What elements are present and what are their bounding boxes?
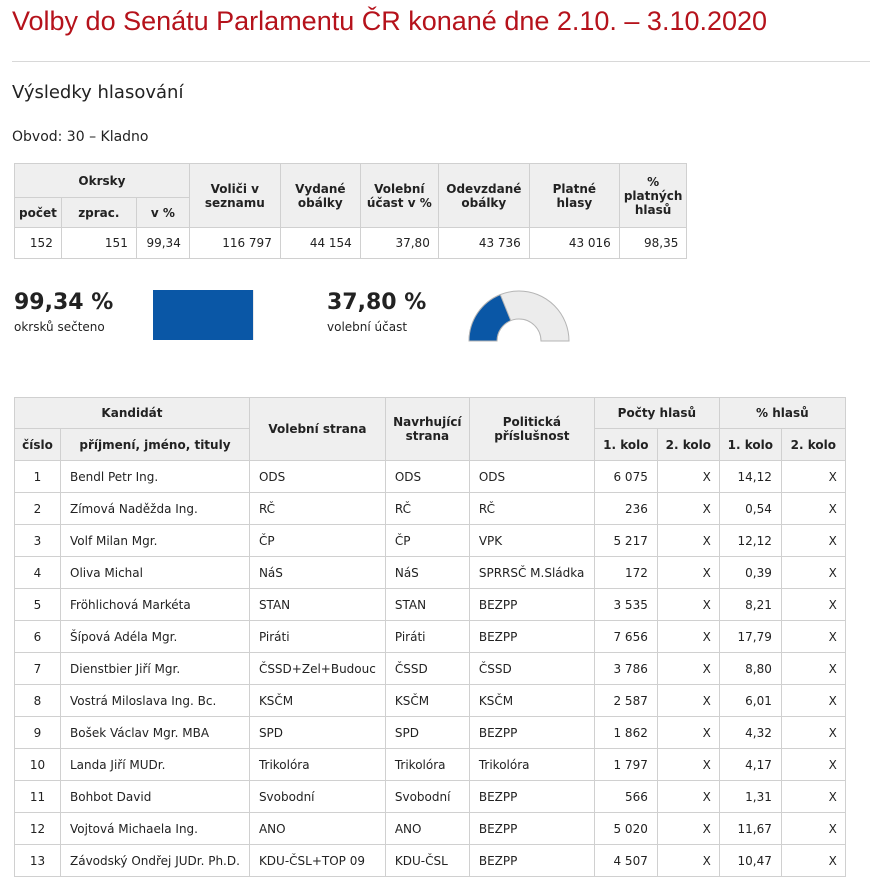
pct-round1: 11,67 — [719, 813, 781, 845]
candidate-name: Závodský Ondřej JUDr. Ph.D. — [61, 845, 250, 877]
counted-progress-bar — [153, 290, 254, 340]
candidate-affiliation: BEZPP — [469, 845, 594, 877]
table-row — [15, 813, 846, 845]
table-row — [15, 717, 846, 749]
header-valid-pct: % platných hlasů — [619, 164, 687, 228]
summary-percent: 99,34 — [136, 228, 189, 259]
candidate-name: Landa Jiří MUDr. — [61, 749, 250, 781]
candidate-party: SPD — [249, 717, 385, 749]
summary-turnout: 37,80 — [360, 228, 438, 259]
page-title: Volby do Senátu Parlamentu ČR konané dne 2.10. – 3.10.2020 — [12, 6, 768, 36]
candidate-party: Piráti — [249, 621, 385, 653]
pct-round2: X — [781, 461, 845, 493]
candidate-name: Bendl Petr Ing. — [61, 461, 250, 493]
header-processed: zprac. — [61, 198, 136, 228]
table-row — [15, 461, 846, 493]
candidate-nominating: ČP — [385, 525, 469, 557]
candidate-nominating: NáS — [385, 557, 469, 589]
pct-round1: 17,79 — [719, 621, 781, 653]
votes-round1: 7 656 — [594, 621, 657, 653]
candidate-affiliation: ČSSD — [469, 653, 594, 685]
pct-round1: 8,80 — [719, 653, 781, 685]
pct-round2: X — [781, 557, 845, 589]
counted-progress-fill — [153, 290, 253, 340]
pct-round1: 10,47 — [719, 845, 781, 877]
votes-round1: 3 786 — [594, 653, 657, 685]
candidate-party: KSČM — [249, 685, 385, 717]
candidate-affiliation: BEZPP — [469, 589, 594, 621]
pct-round2: X — [781, 621, 845, 653]
header-precincts: Okrsky — [15, 164, 190, 198]
candidate-party: RČ — [249, 493, 385, 525]
header-candidate: Kandidát — [15, 398, 250, 429]
candidate-number: 13 — [15, 845, 61, 877]
header-envelopes-issued: Vydané obálky — [280, 164, 360, 228]
votes-round1: 566 — [594, 781, 657, 813]
header-nominating: Navrhující strana — [385, 398, 469, 461]
votes-round1: 1 862 — [594, 717, 657, 749]
candidate-nominating: KDU-ČSL — [385, 845, 469, 877]
turnout-stat — [327, 292, 426, 334]
candidate-affiliation: BEZPP — [469, 717, 594, 749]
header-voters: Voliči v seznamu — [189, 164, 280, 228]
votes-round1: 5 217 — [594, 525, 657, 557]
section-title: Výsledky hlasování — [12, 82, 184, 103]
pct-round2: X — [781, 653, 845, 685]
header-votes-round1: 1. kolo — [594, 429, 657, 461]
header-valid-votes: Platné hlasy — [529, 164, 619, 228]
candidate-affiliation: KSČM — [469, 685, 594, 717]
header-pct-round1: 1. kolo — [719, 429, 781, 461]
candidate-name: Vojtová Michaela Ing. — [61, 813, 250, 845]
summary-voters: 116 797 — [189, 228, 280, 259]
votes-round1: 172 — [594, 557, 657, 589]
candidate-name: Fröhlichová Markéta — [61, 589, 250, 621]
summary-valid-pct: 98,35 — [619, 228, 687, 259]
candidate-affiliation: ODS — [469, 461, 594, 493]
candidate-nominating: Trikolóra — [385, 749, 469, 781]
votes-round1: 236 — [594, 493, 657, 525]
pct-round1: 12,12 — [719, 525, 781, 557]
candidate-party: Svobodní — [249, 781, 385, 813]
summary-processed: 151 — [61, 228, 136, 259]
header-count: počet — [15, 198, 62, 228]
votes-round1: 2 587 — [594, 685, 657, 717]
candidate-number: 8 — [15, 685, 61, 717]
votes-round2: X — [657, 589, 719, 621]
candidate-affiliation: Trikolóra — [469, 749, 594, 781]
votes-round2: X — [657, 781, 719, 813]
votes-round2: X — [657, 749, 719, 781]
candidate-party: ČSSD+Zel+Budouc — [249, 653, 385, 685]
table-row — [15, 621, 846, 653]
candidate-name: Zímová Naděžda Ing. — [61, 493, 250, 525]
candidate-number: 11 — [15, 781, 61, 813]
votes-round1: 3 535 — [594, 589, 657, 621]
table-row — [15, 493, 846, 525]
candidate-nominating: ANO — [385, 813, 469, 845]
table-row — [15, 525, 846, 557]
candidate-number: 12 — [15, 813, 61, 845]
votes-round2: X — [657, 525, 719, 557]
votes-round2: X — [657, 813, 719, 845]
candidate-number: 1 — [15, 461, 61, 493]
candidate-number: 2 — [15, 493, 61, 525]
candidate-nominating: ODS — [385, 461, 469, 493]
candidate-name: Bošek Václav Mgr. MBA — [61, 717, 250, 749]
table-row — [15, 749, 846, 781]
candidate-party: ČP — [249, 525, 385, 557]
candidate-nominating: ČSSD — [385, 653, 469, 685]
pct-round1: 4,32 — [719, 717, 781, 749]
candidate-affiliation: BEZPP — [469, 621, 594, 653]
candidate-nominating: SPD — [385, 717, 469, 749]
header-name: příjmení, jméno, tituly — [61, 429, 250, 461]
header-votes-pct: % hlasů — [719, 398, 845, 429]
pct-round2: X — [781, 525, 845, 557]
results-table — [14, 397, 846, 877]
votes-round1: 1 797 — [594, 749, 657, 781]
votes-round2: X — [657, 557, 719, 589]
district-label: Obvod: 30 – Kladno — [12, 129, 149, 145]
summary-table — [14, 163, 781, 259]
header-votes: Počty hlasů — [594, 398, 719, 429]
candidate-nominating: Svobodní — [385, 781, 469, 813]
candidate-number: 6 — [15, 621, 61, 653]
summary-count: 152 — [15, 228, 62, 259]
votes-round1: 4 507 — [594, 845, 657, 877]
turnout-label: volební účast — [327, 320, 408, 334]
pct-round1: 0,39 — [719, 557, 781, 589]
table-row — [15, 557, 846, 589]
candidate-name: Vostrá Miloslava Ing. Bc. — [61, 685, 250, 717]
title-divider — [12, 61, 870, 62]
header-votes-round2: 2. kolo — [657, 429, 719, 461]
turnout-gauge — [466, 289, 572, 343]
candidate-affiliation: SPRRSČ M.Sládka — [469, 557, 594, 589]
pct-round2: X — [781, 749, 845, 781]
pct-round2: X — [781, 493, 845, 525]
candidate-affiliation: BEZPP — [469, 813, 594, 845]
candidate-affiliation: RČ — [469, 493, 594, 525]
table-row — [15, 845, 846, 877]
summary-envelopes-issued: 44 154 — [280, 228, 360, 259]
pct-round1: 0,54 — [719, 493, 781, 525]
candidate-party: ODS — [249, 461, 385, 493]
candidate-number: 4 — [15, 557, 61, 589]
candidate-number: 3 — [15, 525, 61, 557]
candidate-affiliation: VPK — [469, 525, 594, 557]
header-pct-round2: 2. kolo — [781, 429, 845, 461]
candidate-party: KDU-ČSL+TOP 09 — [249, 845, 385, 877]
candidate-name: Dienstbier Jiří Mgr. — [61, 653, 250, 685]
pct-round1: 4,17 — [719, 749, 781, 781]
candidate-nominating: Piráti — [385, 621, 469, 653]
candidate-number: 5 — [15, 589, 61, 621]
pct-round1: 8,21 — [719, 589, 781, 621]
counted-stat — [14, 292, 113, 334]
candidate-name: Volf Milan Mgr. — [61, 525, 250, 557]
votes-round2: X — [657, 461, 719, 493]
candidate-nominating: KSČM — [385, 685, 469, 717]
summary-envelopes-submitted: 43 736 — [438, 228, 529, 259]
candidate-party: ANO — [249, 813, 385, 845]
votes-round2: X — [657, 717, 719, 749]
candidate-party: Trikolóra — [249, 749, 385, 781]
header-affiliation: Politická příslušnost — [469, 398, 594, 461]
pct-round2: X — [781, 813, 845, 845]
header-number: číslo — [15, 429, 61, 461]
pct-round2: X — [781, 685, 845, 717]
counted-label: okrsků sečteno — [14, 320, 105, 334]
candidate-name: Šípová Adéla Mgr. — [61, 621, 250, 653]
table-row — [15, 685, 846, 717]
votes-round2: X — [657, 621, 719, 653]
pct-round1: 1,31 — [719, 781, 781, 813]
pct-round2: X — [781, 781, 845, 813]
summary-valid-votes: 43 016 — [529, 228, 619, 259]
candidate-party: STAN — [249, 589, 385, 621]
pct-round2: X — [781, 845, 845, 877]
turnout-value: 37,80 % — [327, 290, 427, 315]
header-percent: v % — [136, 198, 189, 228]
candidate-number: 10 — [15, 749, 61, 781]
table-row — [15, 589, 846, 621]
candidate-affiliation: BEZPP — [469, 781, 594, 813]
candidate-nominating: STAN — [385, 589, 469, 621]
votes-round1: 5 020 — [594, 813, 657, 845]
pct-round2: X — [781, 717, 845, 749]
table-row — [15, 781, 846, 813]
votes-round2: X — [657, 685, 719, 717]
votes-round2: X — [657, 653, 719, 685]
pct-round2: X — [781, 589, 845, 621]
candidate-number: 9 — [15, 717, 61, 749]
summary-row — [15, 228, 781, 259]
candidate-number: 7 — [15, 653, 61, 685]
pct-round1: 14,12 — [719, 461, 781, 493]
candidate-nominating: RČ — [385, 493, 469, 525]
table-row — [15, 653, 846, 685]
candidate-party: NáS — [249, 557, 385, 589]
pct-round1: 6,01 — [719, 685, 781, 717]
counted-value: 99,34 % — [14, 290, 114, 315]
votes-round2: X — [657, 493, 719, 525]
votes-round2: X — [657, 845, 719, 877]
header-turnout: Volební účast v % — [360, 164, 438, 228]
candidate-name: Oliva Michal — [61, 557, 250, 589]
candidate-name: Bohbot David — [61, 781, 250, 813]
header-envelopes-submitted: Odevzdané obálky — [438, 164, 529, 228]
header-party: Volební strana — [249, 398, 385, 461]
votes-round1: 6 075 — [594, 461, 657, 493]
